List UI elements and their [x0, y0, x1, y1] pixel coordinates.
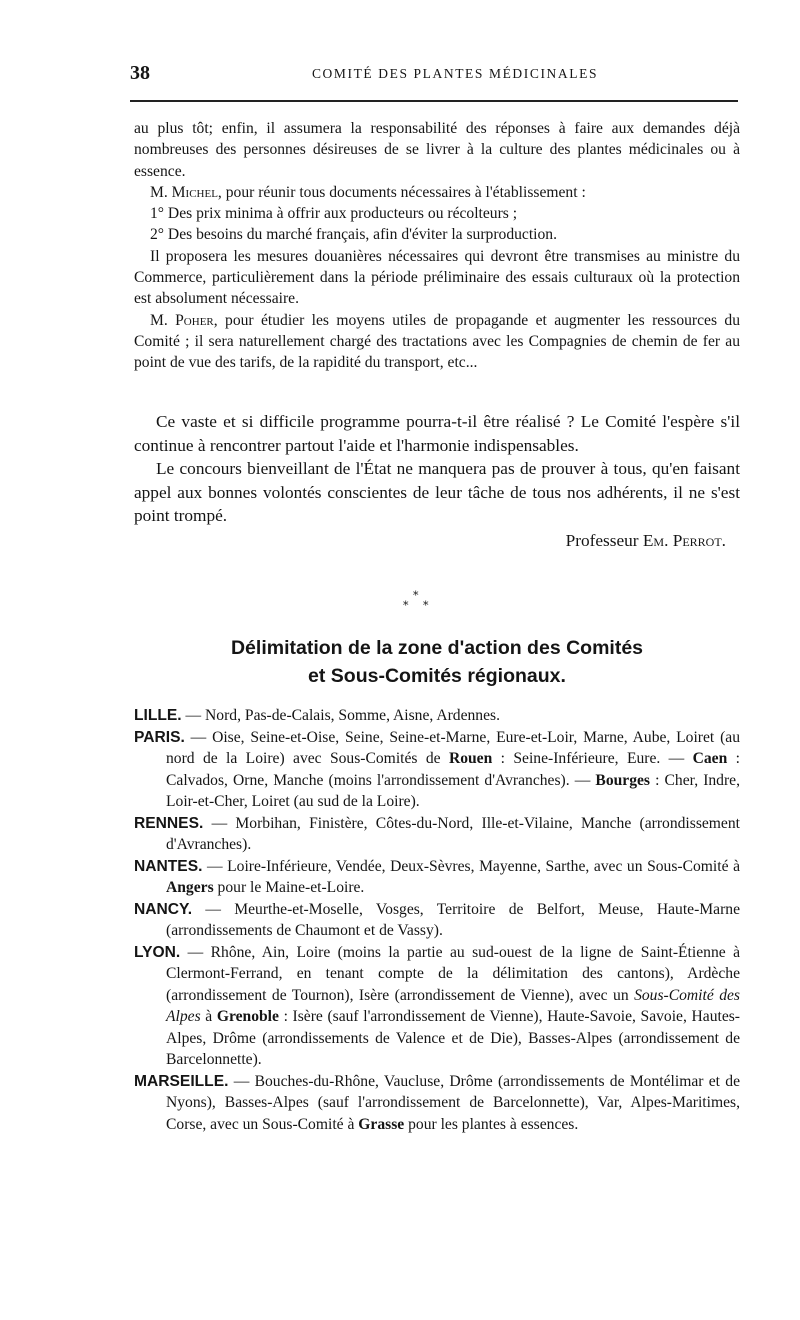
region-text: à: [200, 1008, 217, 1025]
region-text: pour le Maine-et-Loire.: [213, 879, 365, 896]
region-marseille: [134, 1071, 740, 1136]
regions-list: [134, 705, 740, 1135]
region-nantes: [134, 856, 740, 899]
closing-section: [134, 410, 740, 552]
sous-comite-des-alpes: Sous-Comité des Alpes: [166, 986, 740, 1025]
signature-prefix: Professeur: [565, 530, 639, 550]
region-text: — Bouches-du-Rhône, Vaucluse, Drôme (arrondissements de Montélimar et de Nyons), Basses-Alpes (sauf l'arrondissement de Barcelonnette), Var, Alpes-Maritimes, Corse, avec un Sous-Comité à: [166, 1072, 740, 1133]
region-name: NANCY.: [134, 900, 193, 918]
region-name: LILLE.: [134, 707, 182, 724]
person-michel: M. Michel: [150, 183, 218, 201]
region-nancy: [134, 899, 740, 942]
section-heading-line-2: et Sous-Comités régionaux.: [308, 665, 566, 687]
list-item-2: 2° Des besoins du marché français, afin d'éviter la surproduction.: [150, 226, 557, 244]
region-name: PARIS.: [134, 728, 185, 746]
region-text: : Calvados, Orne, Manche (moins l'arrondissement d'Avranches). —: [166, 750, 740, 789]
region-name: LYON.: [134, 943, 181, 961]
region-text: — Morbihan, Finistère, Côtes-du-Nord, Ille-et-Vilaine, Manche (arrondissement d'Avranches).: [166, 814, 740, 853]
city-angers: Angers: [166, 879, 214, 896]
region-name: RENNES.: [134, 814, 204, 832]
intro-section: [134, 118, 740, 374]
intro-paragraph-2-text: , pour réunir tous documents nécessaires à l'établissement :: [217, 183, 586, 201]
intro-paragraph-4: [134, 310, 740, 374]
region-text: pour les plantes à essences.: [404, 1115, 579, 1133]
region-lille: [134, 705, 740, 727]
page-number: 38: [130, 62, 150, 84]
running-title: COMITÉ DES PLANTES MÉDICINALES: [311, 66, 599, 81]
asterism-star-3: *: [423, 599, 429, 612]
region-text: — Nord, Pas-de-Calais, Somme, Aisne, Ardennes.: [181, 707, 500, 724]
list-item-1: 1° Des prix minima à offrir aux producteurs ou récolteurs ;: [150, 205, 518, 223]
region-paris: [134, 727, 740, 813]
region-text: — Rhône, Ain, Loire (moins la partie au sud-ouest de la ligne de Saint-Étienne à Clermont-Ferrand, en tenant compte de la délimitation des cantons), Ardèche (arrondissement de Tournon), Isère (arrondissement de Vienne), avec un: [166, 943, 740, 1004]
person-poher: M. Poher: [150, 311, 214, 329]
city-rouen: Rouen: [448, 750, 493, 767]
intro-paragraph-4-text: , pour étudier les moyens utiles de propagande et augmenter les ressources du Comité ; il sera naturellement chargé des tractations avec les Compagnies de chemin de fer au point de vue des tarifs, de la rapidité du transport, etc...: [134, 311, 741, 372]
region-rennes: [134, 813, 740, 856]
closing-paragraph-1: Ce vaste et si difficile programme pourra-t-il être réalisé ? Le Comité l'espère s'il continue à rencontrer partout l'aide et l'harmonie indispensables.: [134, 412, 740, 455]
section-heading: [134, 634, 740, 690]
header-rule: [130, 100, 738, 102]
intro-paragraph-3: Il proposera les mesures douanières nécessaires qui devront être transmises au ministre du Commerce, particulièrement dans la période préliminaire des essais culturaux où la protection est absolument nécessaire.: [134, 247, 740, 308]
region-name: NANTES.: [134, 857, 203, 875]
asterism: [400, 590, 440, 620]
region-lyon: [134, 942, 740, 1071]
asterism-star-2: *: [403, 599, 409, 612]
region-text: : Isère (sauf l'arrondissement de Vienne), Haute-Savoie, Savoie, Hautes-Alpes, Drôme (arrondissements de Valence et de Die), Basses-Alpes (arrondissement de Barcelonnette).: [166, 1008, 741, 1068]
region-text: : Cher, Indre, Loir-et-Cher, Loiret (au sud de la Loire).: [166, 771, 740, 810]
signature: [134, 529, 740, 553]
region-text: : Seine-Inférieure, Eure. —: [492, 750, 693, 767]
closing-paragraph-2: Le concours bienveillant de l'État ne manquera pas de prouver à tous, qu'en faisant appel aux bonnes volontés conscientes de leur tâche de tous nos adhérents, il ne s'est point trompé.: [134, 459, 740, 525]
section-heading-line-1: Délimitation de la zone d'action des Comités: [230, 637, 644, 659]
region-text: — Meurthe-et-Moselle, Vosges, Territoire de Belfort, Meuse, Haute-Marne (arrondissements de Chaumont et de Vassy).: [166, 900, 740, 939]
signature-name: Em. Perrot.: [642, 530, 726, 550]
running-head: [130, 62, 740, 86]
city-grenoble: Grenoble: [216, 1008, 279, 1025]
city-caen: Caen: [692, 750, 728, 767]
city-bourges: Bourges: [595, 771, 650, 789]
intro-paragraph-1: au plus tôt; enfin, il assumera la responsabilité des réponses à faire aux demandes déjà nombreuses des personnes désireuses de se livrer à la culture des plantes médicinales ou à essence.: [134, 120, 740, 180]
city-grasse: Grasse: [358, 1115, 405, 1133]
region-name: MARSEILLE.: [134, 1072, 229, 1090]
asterism-star-1: *: [413, 589, 419, 602]
region-text: — Oise, Seine-et-Oise, Seine, Seine-et-Marne, Eure-et-Loir, Marne, Aube, Loiret (au nord de la Loire) avec Sous-Comités de: [166, 728, 740, 767]
region-text: — Loire-Inférieure, Vendée, Deux-Sèvres, Mayenne, Sarthe, avec un Sous-Comité à: [202, 857, 740, 875]
intro-paragraph-2: [134, 182, 740, 203]
